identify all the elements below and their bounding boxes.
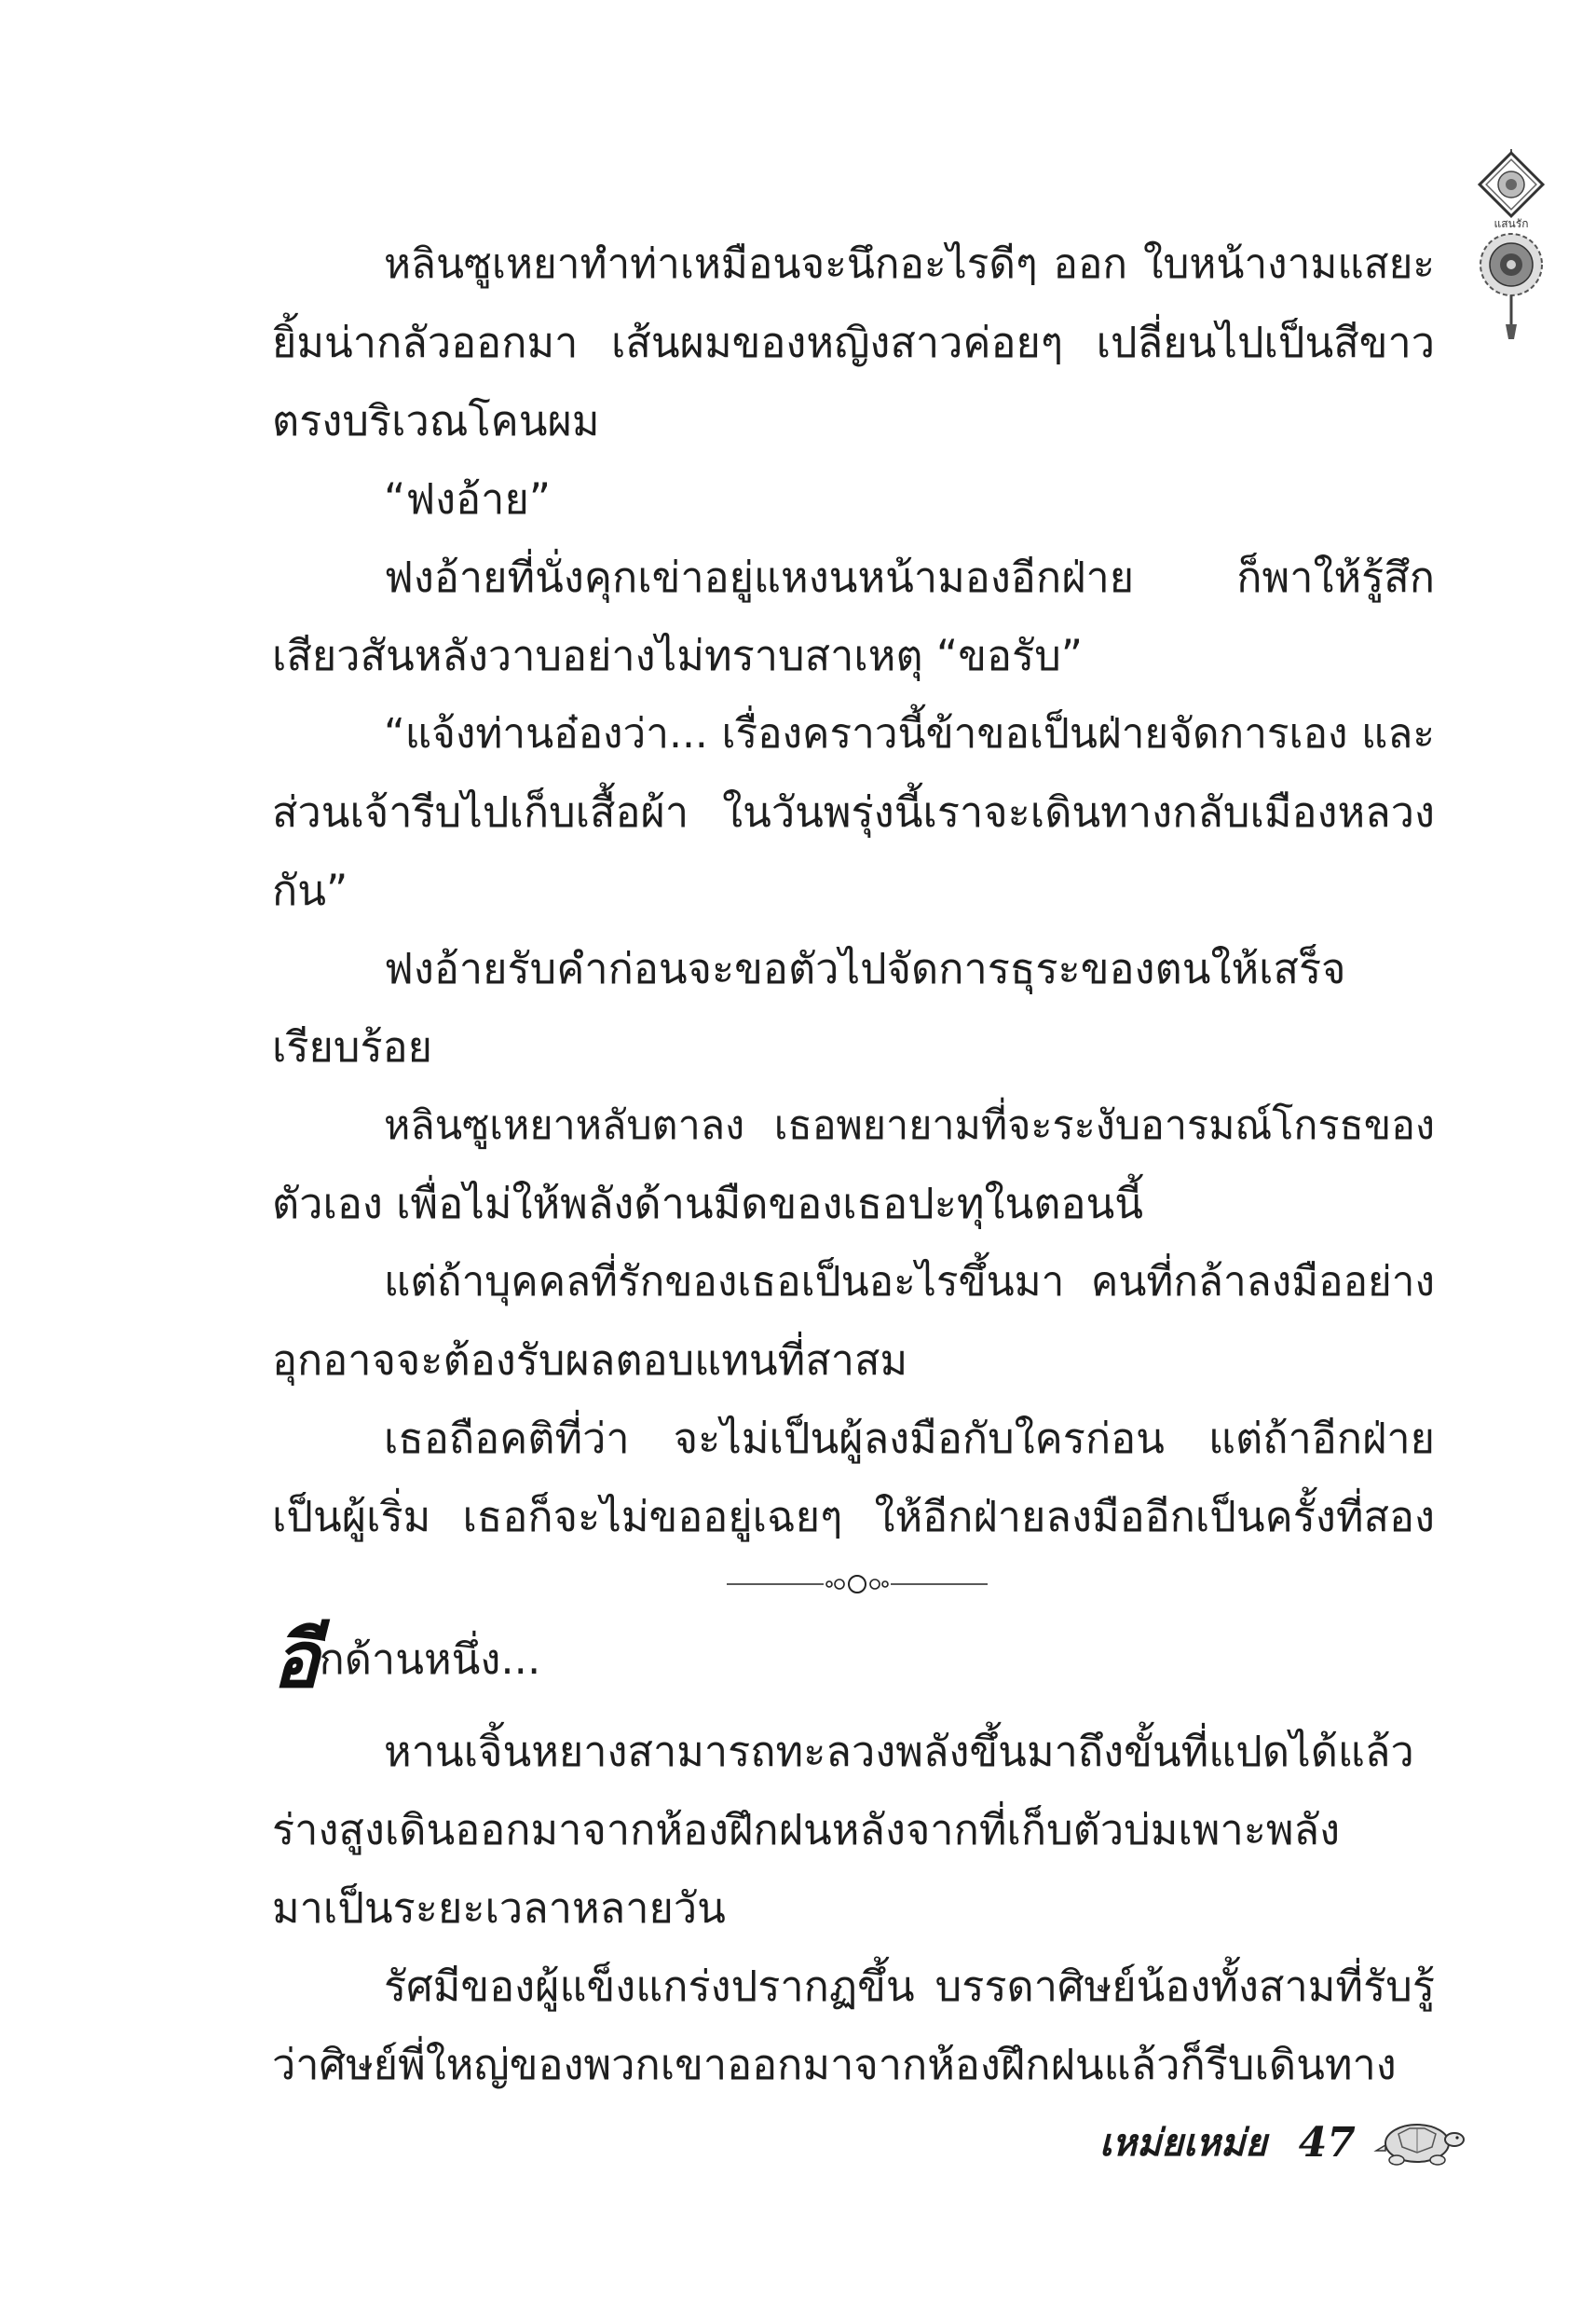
text-line: “ฟงอ้าย” — [384, 474, 552, 524]
text-line: ร่างสูงเดินออกมาจากห้องฝึกฝนหลังจากที่เก็บตัวบ่มเพาะพลัง — [272, 1805, 1341, 1854]
text-line: หลินซูเหยาทำท่าเหมือนจะนึกอะไรดีๆ ออก ใบหน้างามแสยะ — [384, 240, 1435, 288]
text-line: “แจ้งท่านอ๋องว่า... เรื่องคราวนี้ข้าขอเป็นฝ่ายจัดการเอง และ — [384, 710, 1435, 758]
text-line: อุกอาจจะต้องรับผลตอบแทนที่สาสม — [272, 1335, 908, 1385]
page-number: 47 — [1298, 2119, 1356, 2167]
turtle-icon — [1372, 2112, 1466, 2175]
text-line: เรียบร้อย — [272, 1022, 433, 1072]
text-line: กัน” — [272, 866, 348, 915]
text-line: เธอถือคติที่ว่า จะไม่เป็นผู้ลงมือกับใครก่อน แต่ถ้าอีกฝ่าย — [384, 1414, 1435, 1463]
page-footer — [1099, 2110, 1466, 2177]
text-line: มาเป็นระยะเวลาหลายวัน — [272, 1883, 726, 1933]
text-line: ส่วนเจ้ารีบไปเก็บเสื้อผ้า ในวันพรุ่งนี้เราจะเดินทางกลับเมืองหลวง — [272, 787, 1435, 837]
emblem-label: แสนรัก — [1494, 217, 1529, 230]
text-line: ฟงอ้ายที่นั่งคุกเข่าอยู่แหงนหน้ามองอีกฝ่าย ก็พาให้รู้สึก — [384, 553, 1435, 602]
drop-cap: อี — [272, 1613, 320, 1705]
ornamental-seal-icon — [1465, 149, 1558, 349]
text-line: ตัวเอง เพื่อไม่ให้พลังด้านมืดของเธอปะทุในตอนนี้ — [272, 1179, 1144, 1228]
text-line: หานเจิ้นหยางสามารถทะลวงพลังขึ้นมาถึงขั้นที่แปดได้แล้ว — [384, 1727, 1414, 1776]
text-line: ฟงอ้ายรับคำก่อนจะขอตัวไปจัดการธุระของตนให้เสร็จ — [384, 944, 1346, 993]
text-line: ตรงบริเวณโคนผม — [272, 396, 600, 445]
ornamental-divider-icon — [727, 1573, 988, 1599]
text-line: รัศมีของผู้แข็งแกร่งปรากฏขึ้น บรรดาศิษย์น้องทั้งสามที่รับรู้ — [384, 1962, 1435, 2011]
text-line: แต่ถ้าบุคคลที่รักของเธอเป็นอะไรขึ้นมา คนที่กล้าลงมืออย่าง — [384, 1258, 1435, 1306]
text-line: เป็นผู้เริ่ม เธอก็จะไม่ขออยู่เฉยๆ ให้อีกฝ่ายลงมืออีกเป็นครั้งที่สอง — [272, 1492, 1435, 1541]
text-line: ว่าศิษย์พี่ใหญ่ของพวกเขาออกมาจากห้องฝึกฝนแล้วก็รีบเดินทาง — [272, 2040, 1397, 2089]
book-title: เหม่ยเหม่ย — [1099, 2121, 1267, 2165]
text-line: หลินซูเหยาหลับตาลง เธอพยายามที่จะระงับอารมณ์โกรธของ — [384, 1102, 1435, 1149]
text-line: เสียวสันหลังวาบอย่างไม่ทราบสาเหตุ “ขอรับ” — [272, 631, 1084, 680]
section-opening-text: กด้านหนึ่ง... — [319, 1634, 541, 1684]
text-line: ยิ้มน่ากลัวออกมา เส้นผมของหญิงสาวค่อยๆ เปลี่ยนไปเป็นสีขาว — [272, 318, 1435, 367]
section-opening — [272, 1608, 540, 1711]
